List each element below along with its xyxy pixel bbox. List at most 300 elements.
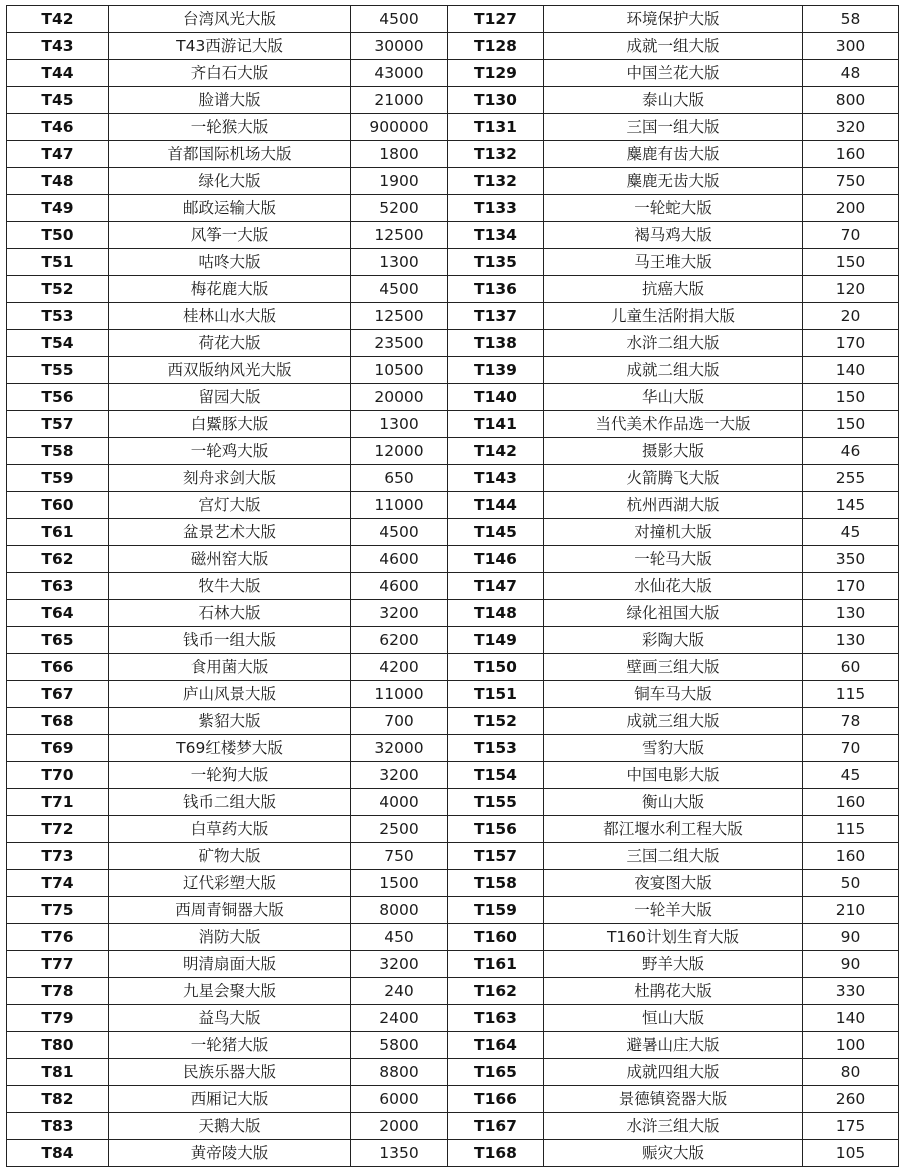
stamp-name-cell: 白草药大版 <box>109 816 351 843</box>
table-row <box>7 1032 899 1059</box>
stamp-code-cell: T131 <box>448 114 544 141</box>
stamp-code-cell: T132 <box>448 168 544 195</box>
stamp-price-cell: 43000 <box>351 60 448 87</box>
stamp-name-cell: 火箭腾飞大版 <box>544 465 803 492</box>
stamp-price-cell: 32000 <box>351 735 448 762</box>
stamp-name-cell: 麋鹿无齿大版 <box>544 168 803 195</box>
stamp-code-cell: T145 <box>448 519 544 546</box>
stamp-code-cell: T47 <box>7 141 109 168</box>
table-row <box>7 249 899 276</box>
stamp-price-cell: 21000 <box>351 87 448 114</box>
stamp-name-cell: 一轮猪大版 <box>109 1032 351 1059</box>
stamp-name-cell: 成就一组大版 <box>544 33 803 60</box>
stamp-price-cell: 130 <box>803 600 899 627</box>
stamp-price-cell: 320 <box>803 114 899 141</box>
table-row <box>7 789 899 816</box>
stamp-code-cell: T136 <box>448 276 544 303</box>
stamp-name-cell: 邮政运输大版 <box>109 195 351 222</box>
stamp-price-cell: 115 <box>803 681 899 708</box>
stamp-code-cell: T135 <box>448 249 544 276</box>
stamp-name-cell: 钱币一组大版 <box>109 627 351 654</box>
stamp-code-cell: T52 <box>7 276 109 303</box>
stamp-code-cell: T143 <box>448 465 544 492</box>
stamp-name-cell: 民族乐器大版 <box>109 1059 351 1086</box>
stamp-price-cell: 10500 <box>351 357 448 384</box>
stamp-price-cell: 140 <box>803 357 899 384</box>
stamp-price-cell: 175 <box>803 1113 899 1140</box>
stamp-price-cell: 105 <box>803 1140 899 1167</box>
stamp-code-cell: T76 <box>7 924 109 951</box>
stamp-code-cell: T140 <box>448 384 544 411</box>
stamp-code-cell: T50 <box>7 222 109 249</box>
stamp-code-cell: T62 <box>7 546 109 573</box>
stamp-name-cell: 荷花大版 <box>109 330 351 357</box>
stamp-price-cell: 330 <box>803 978 899 1005</box>
stamp-price-cell: 160 <box>803 141 899 168</box>
stamp-price-cell: 45 <box>803 762 899 789</box>
stamp-code-cell: T66 <box>7 654 109 681</box>
table-row <box>7 654 899 681</box>
stamp-price-cell: 58 <box>803 6 899 33</box>
stamp-name-cell: 台湾风光大版 <box>109 6 351 33</box>
stamp-price-cell: 3200 <box>351 600 448 627</box>
stamp-name-cell: 麋鹿有齿大版 <box>544 141 803 168</box>
stamp-code-cell: T68 <box>7 708 109 735</box>
stamp-code-cell: T60 <box>7 492 109 519</box>
stamp-price-cell: 8000 <box>351 897 448 924</box>
stamp-code-cell: T166 <box>448 1086 544 1113</box>
stamp-code-cell: T132 <box>448 141 544 168</box>
stamp-code-cell: T130 <box>448 87 544 114</box>
stamp-name-cell: 成就二组大版 <box>544 357 803 384</box>
stamp-price-cell: 1300 <box>351 411 448 438</box>
stamp-name-cell: 成就四组大版 <box>544 1059 803 1086</box>
stamp-price-cell: 750 <box>803 168 899 195</box>
table-row <box>7 1113 899 1140</box>
stamp-name-cell: 雪豹大版 <box>544 735 803 762</box>
stamp-code-cell: T138 <box>448 330 544 357</box>
stamp-price-cell: 4500 <box>351 276 448 303</box>
stamp-name-cell: T43西游记大版 <box>109 33 351 60</box>
stamp-code-cell: T58 <box>7 438 109 465</box>
stamp-price-cell: 48 <box>803 60 899 87</box>
stamp-code-cell: T56 <box>7 384 109 411</box>
table-row <box>7 303 899 330</box>
stamp-name-cell: 抗癌大版 <box>544 276 803 303</box>
stamp-name-cell: 野羊大版 <box>544 951 803 978</box>
stamp-name-cell: 刻舟求剑大版 <box>109 465 351 492</box>
stamp-code-cell: T167 <box>448 1113 544 1140</box>
stamp-name-cell: 矿物大版 <box>109 843 351 870</box>
stamp-name-cell: 一轮马大版 <box>544 546 803 573</box>
stamp-name-cell: 脸谱大版 <box>109 87 351 114</box>
table-row <box>7 1140 899 1167</box>
stamp-name-cell: 西周青铜器大版 <box>109 897 351 924</box>
stamp-name-cell: 水浒二组大版 <box>544 330 803 357</box>
stamp-name-cell: 避暑山庄大版 <box>544 1032 803 1059</box>
stamp-name-cell: 消防大版 <box>109 924 351 951</box>
stamp-name-cell: 杭州西湖大版 <box>544 492 803 519</box>
stamp-name-cell: 都江堰水利工程大版 <box>544 816 803 843</box>
stamp-price-cell: 170 <box>803 330 899 357</box>
table-row <box>7 1059 899 1086</box>
stamp-price-cell: 45 <box>803 519 899 546</box>
table-row <box>7 87 899 114</box>
stamp-code-cell: T81 <box>7 1059 109 1086</box>
stamp-price-cell: 4600 <box>351 546 448 573</box>
stamp-name-cell: 成就三组大版 <box>544 708 803 735</box>
table-row <box>7 60 899 87</box>
stamp-code-cell: T71 <box>7 789 109 816</box>
stamp-price-cell: 140 <box>803 1005 899 1032</box>
stamp-name-cell: 绿化大版 <box>109 168 351 195</box>
stamp-name-cell: 杜鹃花大版 <box>544 978 803 1005</box>
stamp-code-cell: T80 <box>7 1032 109 1059</box>
stamp-code-cell: T141 <box>448 411 544 438</box>
stamp-price-cell: 11000 <box>351 681 448 708</box>
table-row <box>7 222 899 249</box>
table-row <box>7 492 899 519</box>
stamp-code-cell: T168 <box>448 1140 544 1167</box>
stamp-price-cell: 12000 <box>351 438 448 465</box>
stamp-price-cell: 5800 <box>351 1032 448 1059</box>
stamp-name-cell: 白鱀豚大版 <box>109 411 351 438</box>
stamp-code-cell: T144 <box>448 492 544 519</box>
stamp-price-cell: 900000 <box>351 114 448 141</box>
stamp-code-cell: T164 <box>448 1032 544 1059</box>
stamp-price-cell: 6200 <box>351 627 448 654</box>
stamp-price-cell: 12500 <box>351 222 448 249</box>
stamp-code-cell: T70 <box>7 762 109 789</box>
table-row <box>7 195 899 222</box>
stamp-code-cell: T78 <box>7 978 109 1005</box>
stamp-code-cell: T161 <box>448 951 544 978</box>
stamp-price-cell: 20000 <box>351 384 448 411</box>
table-row <box>7 357 899 384</box>
stamp-price-cell: 6000 <box>351 1086 448 1113</box>
stamp-code-cell: T158 <box>448 870 544 897</box>
stamp-code-cell: T84 <box>7 1140 109 1167</box>
stamp-code-cell: T155 <box>448 789 544 816</box>
stamp-code-cell: T67 <box>7 681 109 708</box>
stamp-code-cell: T133 <box>448 195 544 222</box>
stamp-name-cell: 马王堆大版 <box>544 249 803 276</box>
table-row <box>7 816 899 843</box>
table-row <box>7 708 899 735</box>
stamp-name-cell: 水仙花大版 <box>544 573 803 600</box>
stamp-price-cell: 12500 <box>351 303 448 330</box>
table-row <box>7 627 899 654</box>
stamp-name-cell: 褐马鸡大版 <box>544 222 803 249</box>
stamp-code-cell: T165 <box>448 1059 544 1086</box>
stamp-price-cell: 2500 <box>351 816 448 843</box>
stamp-name-cell: 紫貂大版 <box>109 708 351 735</box>
stamp-name-cell: 当代美术作品选一大版 <box>544 411 803 438</box>
table-row <box>7 33 899 60</box>
stamp-code-cell: T72 <box>7 816 109 843</box>
stamp-name-cell: 首都国际机场大版 <box>109 141 351 168</box>
stamp-code-cell: T150 <box>448 654 544 681</box>
stamp-code-cell: T134 <box>448 222 544 249</box>
stamp-code-cell: T69 <box>7 735 109 762</box>
stamp-price-cell: 78 <box>803 708 899 735</box>
stamp-name-cell: 泰山大版 <box>544 87 803 114</box>
stamp-name-cell: 磁州窑大版 <box>109 546 351 573</box>
table-row <box>7 168 899 195</box>
table-row <box>7 276 899 303</box>
stamp-code-cell: T55 <box>7 357 109 384</box>
stamp-name-cell: 环境保护大版 <box>544 6 803 33</box>
table-row <box>7 114 899 141</box>
stamp-price-cell: 800 <box>803 87 899 114</box>
stamp-price-cell: 1300 <box>351 249 448 276</box>
stamp-price-cell: 300 <box>803 33 899 60</box>
stamp-code-cell: T147 <box>448 573 544 600</box>
stamp-price-cell: 1350 <box>351 1140 448 1167</box>
table-row <box>7 951 899 978</box>
stamp-code-cell: T79 <box>7 1005 109 1032</box>
stamp-price-cell: 30000 <box>351 33 448 60</box>
stamp-price-cell: 1500 <box>351 870 448 897</box>
table-row <box>7 519 899 546</box>
stamp-code-cell: T162 <box>448 978 544 1005</box>
table-row <box>7 762 899 789</box>
stamp-name-cell: 一轮猴大版 <box>109 114 351 141</box>
stamp-name-cell: 夜宴图大版 <box>544 870 803 897</box>
stamp-name-cell: 一轮鸡大版 <box>109 438 351 465</box>
stamp-name-cell: 彩陶大版 <box>544 627 803 654</box>
stamp-code-cell: T57 <box>7 411 109 438</box>
stamp-price-cell: 115 <box>803 816 899 843</box>
stamp-name-cell: 风筝一大版 <box>109 222 351 249</box>
table-row <box>7 681 899 708</box>
stamp-name-cell: 一轮羊大版 <box>544 897 803 924</box>
table-row <box>7 843 899 870</box>
stamp-name-cell: 一轮蛇大版 <box>544 195 803 222</box>
stamp-price-cell: 4500 <box>351 519 448 546</box>
stamp-name-cell: T69红楼梦大版 <box>109 735 351 762</box>
stamp-name-cell: 宫灯大版 <box>109 492 351 519</box>
stamp-price-cell: 4200 <box>351 654 448 681</box>
table-row <box>7 1086 899 1113</box>
stamp-code-cell: T146 <box>448 546 544 573</box>
stamp-name-cell: 铜车马大版 <box>544 681 803 708</box>
stamp-price-cell: 350 <box>803 546 899 573</box>
stamp-code-cell: T73 <box>7 843 109 870</box>
stamp-code-cell: T43 <box>7 33 109 60</box>
stamp-code-cell: T127 <box>448 6 544 33</box>
table-row <box>7 546 899 573</box>
stamp-price-cell: 5200 <box>351 195 448 222</box>
price-table-body <box>7 6 899 1167</box>
stamp-price-cell: 1900 <box>351 168 448 195</box>
stamp-code-cell: T160 <box>448 924 544 951</box>
stamp-name-cell: 中国电影大版 <box>544 762 803 789</box>
stamp-code-cell: T51 <box>7 249 109 276</box>
stamp-name-cell: 留园大版 <box>109 384 351 411</box>
stamp-price-cell: 650 <box>351 465 448 492</box>
table-row <box>7 411 899 438</box>
stamp-code-cell: T45 <box>7 87 109 114</box>
stamp-price-cell: 255 <box>803 465 899 492</box>
stamp-name-cell: 三国一组大版 <box>544 114 803 141</box>
stamp-code-cell: T77 <box>7 951 109 978</box>
stamp-code-cell: T54 <box>7 330 109 357</box>
stamp-code-cell: T152 <box>448 708 544 735</box>
stamp-price-cell: 2400 <box>351 1005 448 1032</box>
stamp-price-cell: 90 <box>803 924 899 951</box>
stamp-price-cell: 11000 <box>351 492 448 519</box>
stamp-code-cell: T74 <box>7 870 109 897</box>
stamp-price-cell: 160 <box>803 789 899 816</box>
stamp-code-cell: T157 <box>448 843 544 870</box>
table-row <box>7 573 899 600</box>
stamp-price-cell: 450 <box>351 924 448 951</box>
stamp-name-cell: 儿童生活附捐大版 <box>544 303 803 330</box>
stamp-code-cell: T46 <box>7 114 109 141</box>
stamp-code-cell: T59 <box>7 465 109 492</box>
stamp-name-cell: 摄影大版 <box>544 438 803 465</box>
stamp-price-cell: 3200 <box>351 951 448 978</box>
table-row <box>7 1005 899 1032</box>
stamp-code-cell: T139 <box>448 357 544 384</box>
stamp-price-cell: 1800 <box>351 141 448 168</box>
table-row <box>7 735 899 762</box>
stamp-name-cell: T160计划生育大版 <box>544 924 803 951</box>
stamp-name-cell: 辽代彩塑大版 <box>109 870 351 897</box>
stamp-code-cell: T48 <box>7 168 109 195</box>
stamp-price-cell: 50 <box>803 870 899 897</box>
table-row <box>7 141 899 168</box>
stamp-price-cell: 700 <box>351 708 448 735</box>
stamp-price-cell: 23500 <box>351 330 448 357</box>
table-row <box>7 384 899 411</box>
stamp-code-cell: T129 <box>448 60 544 87</box>
stamp-price-cell: 80 <box>803 1059 899 1086</box>
stamp-price-cell: 120 <box>803 276 899 303</box>
table-row <box>7 870 899 897</box>
stamp-price-cell: 4000 <box>351 789 448 816</box>
stamp-price-cell: 240 <box>351 978 448 1005</box>
stamp-name-cell: 盆景艺术大版 <box>109 519 351 546</box>
stamp-name-cell: 益鸟大版 <box>109 1005 351 1032</box>
stamp-name-cell: 衡山大版 <box>544 789 803 816</box>
stamp-name-cell: 庐山风景大版 <box>109 681 351 708</box>
stamp-price-cell: 210 <box>803 897 899 924</box>
stamp-name-cell: 钱币二组大版 <box>109 789 351 816</box>
stamp-price-cell: 150 <box>803 384 899 411</box>
stamp-name-cell: 对撞机大版 <box>544 519 803 546</box>
stamp-price-cell: 145 <box>803 492 899 519</box>
stamp-code-cell: T42 <box>7 6 109 33</box>
stamp-name-cell: 中国兰花大版 <box>544 60 803 87</box>
stamp-price-cell: 130 <box>803 627 899 654</box>
stamp-code-cell: T148 <box>448 600 544 627</box>
stamp-name-cell: 三国二组大版 <box>544 843 803 870</box>
stamp-code-cell: T156 <box>448 816 544 843</box>
table-row <box>7 978 899 1005</box>
stamp-name-cell: 西厢记大版 <box>109 1086 351 1113</box>
stamp-code-cell: T75 <box>7 897 109 924</box>
stamp-name-cell: 梅花鹿大版 <box>109 276 351 303</box>
stamp-name-cell: 黄帝陵大版 <box>109 1140 351 1167</box>
stamp-price-cell: 70 <box>803 735 899 762</box>
stamp-name-cell: 明清扇面大版 <box>109 951 351 978</box>
stamp-name-cell: 赈灾大版 <box>544 1140 803 1167</box>
stamp-price-cell: 170 <box>803 573 899 600</box>
stamp-price-cell: 4500 <box>351 6 448 33</box>
stamp-price-cell: 46 <box>803 438 899 465</box>
table-row <box>7 438 899 465</box>
stamp-code-cell: T82 <box>7 1086 109 1113</box>
stamp-price-cell: 2000 <box>351 1113 448 1140</box>
stamp-code-cell: T153 <box>448 735 544 762</box>
table-row <box>7 465 899 492</box>
stamp-code-cell: T149 <box>448 627 544 654</box>
stamp-name-cell: 西双版纳风光大版 <box>109 357 351 384</box>
price-table <box>6 5 899 1167</box>
stamp-price-cell: 4600 <box>351 573 448 600</box>
table-row <box>7 6 899 33</box>
stamp-name-cell: 食用菌大版 <box>109 654 351 681</box>
stamp-price-cell: 3200 <box>351 762 448 789</box>
stamp-price-cell: 20 <box>803 303 899 330</box>
stamp-price-cell: 8800 <box>351 1059 448 1086</box>
stamp-code-cell: T137 <box>448 303 544 330</box>
stamp-name-cell: 齐白石大版 <box>109 60 351 87</box>
stamp-name-cell: 恒山大版 <box>544 1005 803 1032</box>
stamp-name-cell: 牧牛大版 <box>109 573 351 600</box>
stamp-code-cell: T61 <box>7 519 109 546</box>
table-row <box>7 897 899 924</box>
stamp-name-cell: 华山大版 <box>544 384 803 411</box>
stamp-code-cell: T44 <box>7 60 109 87</box>
stamp-price-cell: 100 <box>803 1032 899 1059</box>
stamp-name-cell: 桂林山水大版 <box>109 303 351 330</box>
stamp-code-cell: T154 <box>448 762 544 789</box>
stamp-code-cell: T142 <box>448 438 544 465</box>
stamp-name-cell: 水浒三组大版 <box>544 1113 803 1140</box>
stamp-code-cell: T64 <box>7 600 109 627</box>
stamp-price-cell: 750 <box>351 843 448 870</box>
stamp-code-cell: T159 <box>448 897 544 924</box>
stamp-code-cell: T49 <box>7 195 109 222</box>
stamp-price-cell: 70 <box>803 222 899 249</box>
stamp-price-cell: 260 <box>803 1086 899 1113</box>
stamp-price-cell: 150 <box>803 249 899 276</box>
stamp-code-cell: T53 <box>7 303 109 330</box>
table-row <box>7 600 899 627</box>
stamp-code-cell: T65 <box>7 627 109 654</box>
stamp-code-cell: T151 <box>448 681 544 708</box>
stamp-name-cell: 壁画三组大版 <box>544 654 803 681</box>
stamp-price-cell: 90 <box>803 951 899 978</box>
stamp-name-cell: 咕咚大版 <box>109 249 351 276</box>
stamp-code-cell: T163 <box>448 1005 544 1032</box>
stamp-name-cell: 绿化祖国大版 <box>544 600 803 627</box>
stamp-price-cell: 160 <box>803 843 899 870</box>
stamp-name-cell: 一轮狗大版 <box>109 762 351 789</box>
table-row <box>7 330 899 357</box>
stamp-name-cell: 景德镇瓷器大版 <box>544 1086 803 1113</box>
stamp-price-cell: 150 <box>803 411 899 438</box>
stamp-code-cell: T128 <box>448 33 544 60</box>
stamp-name-cell: 天鹅大版 <box>109 1113 351 1140</box>
stamp-name-cell: 石林大版 <box>109 600 351 627</box>
table-row <box>7 924 899 951</box>
stamp-price-cell: 60 <box>803 654 899 681</box>
stamp-code-cell: T63 <box>7 573 109 600</box>
